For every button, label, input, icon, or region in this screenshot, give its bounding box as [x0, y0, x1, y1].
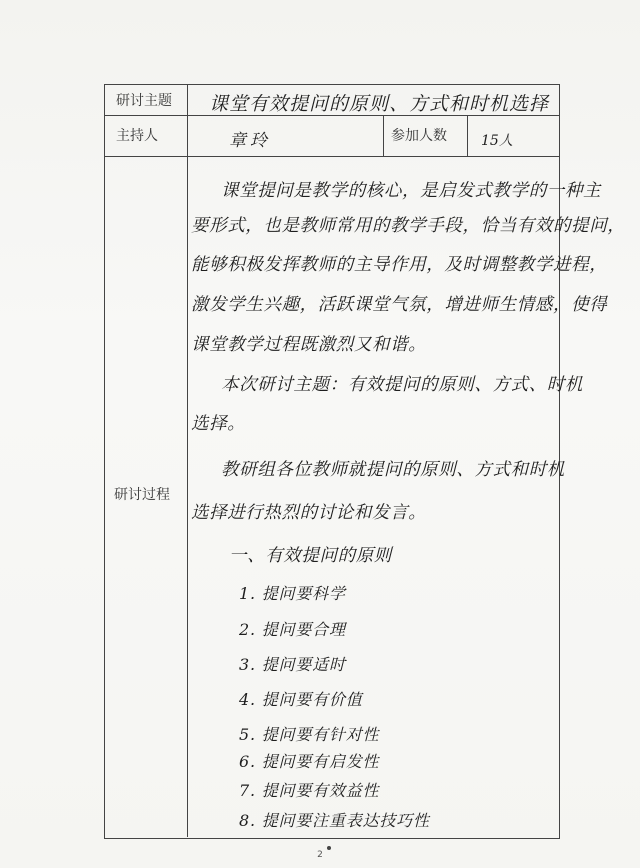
principle-item: 8. 提问要注重表达技巧性 — [239, 811, 430, 830]
process-line: 激发学生兴趣，活跃课堂气氛，增进师生情感，使得 — [191, 295, 608, 315]
page-number: 2 — [317, 850, 323, 860]
topic-value: 课堂有效提问的原则、方式和时机选择 — [209, 93, 550, 115]
principle-item: 5. 提问要有针对性 — [239, 725, 380, 744]
column-divider — [187, 85, 188, 837]
principle-item: 4. 提问要有价值 — [239, 690, 363, 709]
topic-label: 研讨主题 — [116, 93, 172, 109]
process-line: 课堂教学过程既激烈又和谐。 — [191, 335, 427, 355]
process-line: 要形式，也是教师常用的教学手段，恰当有效的提问， — [191, 216, 626, 236]
process-line: 教研组各位教师就提问的原则、方式和时机 — [221, 460, 565, 480]
column-divider — [467, 115, 468, 156]
section-heading: 一、有效提问的原则 — [229, 546, 392, 566]
row-divider — [105, 156, 559, 157]
principle-item: 7. 提问要有效益性 — [239, 781, 380, 800]
principle-item: 6. 提问要有启发性 — [239, 752, 380, 771]
process-line: 能够积极发挥教师的主导作用，及时调整教学进程， — [191, 255, 608, 275]
process-line: 选择。 — [191, 414, 246, 434]
host-label: 主持人 — [116, 128, 158, 144]
process-line: 选择进行热烈的讨论和发言。 — [191, 503, 427, 523]
column-divider — [383, 115, 384, 156]
process-line: 本次研讨主题：有效提问的原则、方式、时机 — [221, 375, 583, 395]
principle-item: 2. 提问要合理 — [239, 620, 346, 639]
principle-item: 1. 提问要科学 — [239, 584, 346, 603]
host-value: 章玲 — [229, 131, 271, 151]
principle-item: 3. 提问要适时 — [239, 655, 346, 674]
seminar-record-table — [104, 84, 626, 839]
process-line: 课堂提问是教学的核心，是启发式教学的一种主 — [221, 181, 602, 201]
participants-label: 参加人数 — [391, 128, 447, 144]
process-label: 研讨过程 — [114, 487, 170, 503]
participants-value: 15人 — [481, 133, 513, 149]
